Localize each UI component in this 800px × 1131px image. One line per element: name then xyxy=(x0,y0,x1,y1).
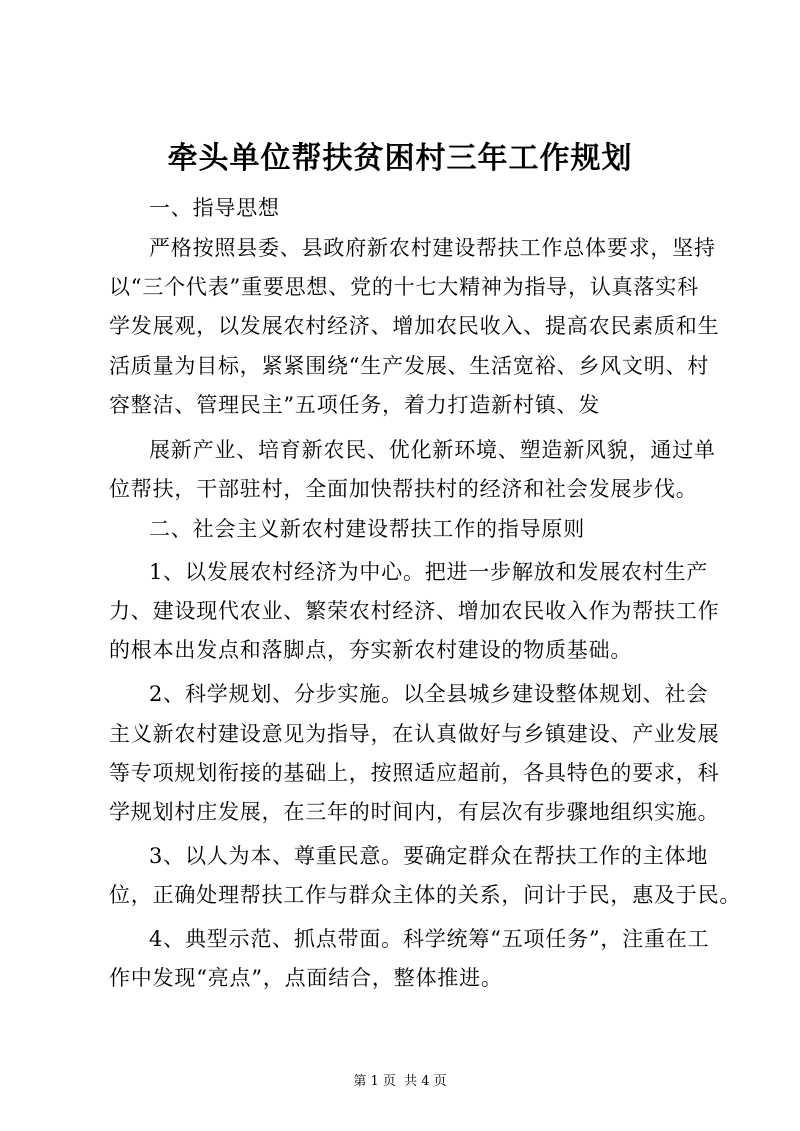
paragraph-line: 2、科学规划、分步实施。以全县城乡建设整体规划、社会 xyxy=(149,682,709,706)
paragraph-line: 1、以发展农村经济为中心。把进一步解放和发展农村生产 xyxy=(149,560,709,584)
paragraph-line: 以“三个代表”重要思想、党的十七大精神为指导，认真落实科 xyxy=(109,275,699,299)
paragraph-line: 主义新农村建设意见为指导，在认真做好与乡镇建设、产业发展 xyxy=(109,722,720,746)
paragraph-line: 展新产业、培育新农民、优化新环境、塑造新风貌，通过单 xyxy=(149,438,716,462)
paragraph-line: 的根本出发点和落脚点，夯实新农村建设的物质基础。 xyxy=(109,638,633,662)
paragraph-line: 活质量为目标，紧紧围绕“生产发展、生活宽裕、乡风文明、村 xyxy=(109,354,710,378)
paragraph-line: 学发展观，以发展农村经济、增加农民收入、提高农民素质和生 xyxy=(109,314,720,338)
page-number-footer: 第 1 页 共 4 页 xyxy=(353,1074,447,1089)
paragraph-line: 等专项规划衔接的基础上，按照适应超前，各具特色的要求，科 xyxy=(109,761,720,785)
paragraph-line: 位，正确处理帮扶工作与群众主体的关系，问计于民，惠及于民。 xyxy=(109,883,742,907)
document-title: 牵头单位帮扶贫困村三年工作规划 xyxy=(167,141,633,176)
paragraph-line: 力、建设现代农业、繁荣农村经济、增加农民收入作为帮扶工作 xyxy=(109,599,720,623)
paragraph-line: 4、典型示范、抓点带面。科学统筹“五项任务”，注重在工 xyxy=(149,927,710,951)
paragraph-line: 容整洁、管理民主”五项任务，着力打造新村镇、发 xyxy=(109,393,601,417)
section-heading: 一、指导思想 xyxy=(149,196,280,220)
paragraph-line: 严格按照县委、县政府新农村建设帮扶工作总体要求，坚持 xyxy=(149,236,716,260)
paragraph-line: 3、以人为本、尊重民意。要确定群众在帮扶工作的主体地 xyxy=(149,844,709,868)
paragraph-line: 作中发现“亮点”，点面结合，整体推进。 xyxy=(109,966,503,990)
paragraph-line: 学规划村庄发展，在三年的时间内，有层次有步骤地组织实施。 xyxy=(109,800,720,824)
section-heading: 二、社会主义新农村建设帮扶工作的指导原则 xyxy=(149,517,585,541)
paragraph-line: 位帮扶，干部驻村，全面加快帮扶村的经济和社会发展步伐。 xyxy=(109,477,698,501)
